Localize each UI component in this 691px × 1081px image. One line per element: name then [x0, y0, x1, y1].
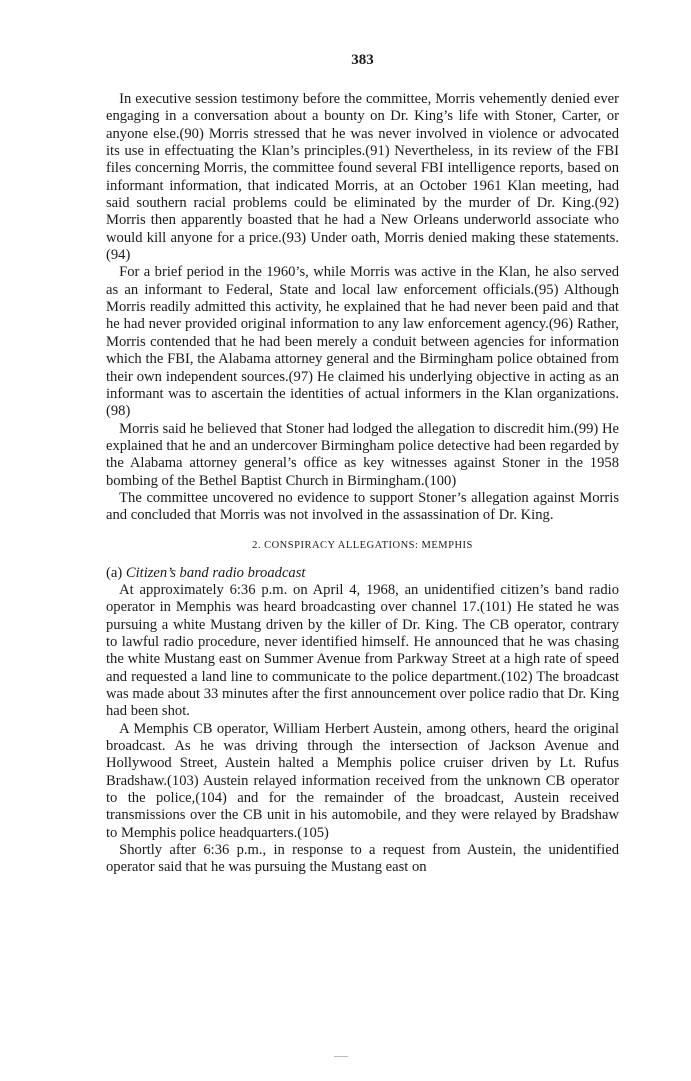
subsection-label: (a)	[106, 564, 123, 581]
paragraph-stoner-allegation: Morris said he believed that Stoner had lodged the allegation to discredit him.(99) He explained that he and an undercover Birmingham police detective had been regarded by the Alabama attorney general’s office as key witnesses against Stoner in the 1958 bombing of the Bethel Baptist Church in Birmingham.(100)	[106, 420, 620, 489]
paragraph-morris-testimony: In executive session testimony before the committee, Morris vehemently denied ever engaging in a conversation about a bounty on Dr. King’s life with Stoner, Carter, or anyone else.(90) Morris stressed that he was never involved in violence or advocated its use in effectuating the Klan’s principles.(91) Nevertheless, in its review of the FBI files concerning Morris, the committee found several FBI intelligence reports, based on informant information, that indicated Morris, at an October 1961 Klan meeting, had said southern racial problems could be eliminated by the murder of Dr. King.(92) Morris then apparently boasted that he had a New Orleans underworld associate who would kill anyone for a price.(93) Under oath, Morris denied making these statements.(94)	[106, 91, 619, 264]
paragraph-pursuit: Shortly after 6:36 p.m., in response to a request from Austein, the unidentified operator said that he was pursuing the Mustang east on	[106, 842, 619, 876]
paragraph-committee-conclusion: The committee uncovered no evidence to support Stoner’s allegation against Morris and concluded that Morris was not involved in the assassination of Dr. King.	[106, 489, 619, 524]
subsection-heading	[106, 565, 619, 582]
paragraph-austein: A Memphis CB operator, William Herbert Austein, among others, heard the original broadcast. As he was driving through the intersection of Jackson Avenue and Hollywood Street, Austein halted a Memphis police cruiser driven by Lt. Rufus Bradshaw.(103) Austein relayed information received from the unknown CB operator to the police,(104) and for the remainder of the broadcast, Austein received transmissions over the CB unit in his automobile, and they were relayed by Bradshaw to Memphis police headquarters.(105)	[106, 720, 619, 841]
body-text-part2	[106, 582, 619, 877]
subsection-title: Citizen’s band radio broadcast	[125, 564, 306, 581]
footer-rule	[334, 1056, 348, 1057]
document-page	[106, 52, 619, 877]
body-text-part1	[106, 91, 619, 525]
paragraph-morris-informant: For a brief period in the 1960’s, while Morris was active in the Klan, he also served as an informant to Federal, State and local law enforcement officials.(95) Although Morris readily admitted this activity, he explained that he had never been paid and that he had never provided original information to any law enforcement agency.(96) Rather, Morris contended that he had been merely a conduit between agencies for information which the FBI, the Alabama attorney general and the Birmingham police obtained from their own independent sources.(97) He claimed his underlying objective in acting as an informant was to ascertain the identities of actual informers in the Klan organizations.(98)	[106, 264, 619, 420]
section-heading: 2. CONSPIRACY ALLEGATIONS: MEMPHIS	[252, 539, 473, 551]
paragraph-cb-broadcast: At approximately 6:36 p.m. on April 4, 1968, an unidentified citizen’s band radio operator in Memphis was heard broadcasting over channel 17.(101) He stated he was pursuing a white Mustang driven by the killer of Dr. King. The CB operator, contrary to lawful radio procedure, never identified himself. He announced that he was chasing the white Mustang east on Summer Avenue from Parkway Street at a high rate of speed and requested a land line to communicate to the police department.(102) The broadcast was made about 33 minutes after the first announcement over police radio that Dr. King had been shot.	[106, 581, 619, 720]
page-number: 383	[351, 52, 374, 68]
